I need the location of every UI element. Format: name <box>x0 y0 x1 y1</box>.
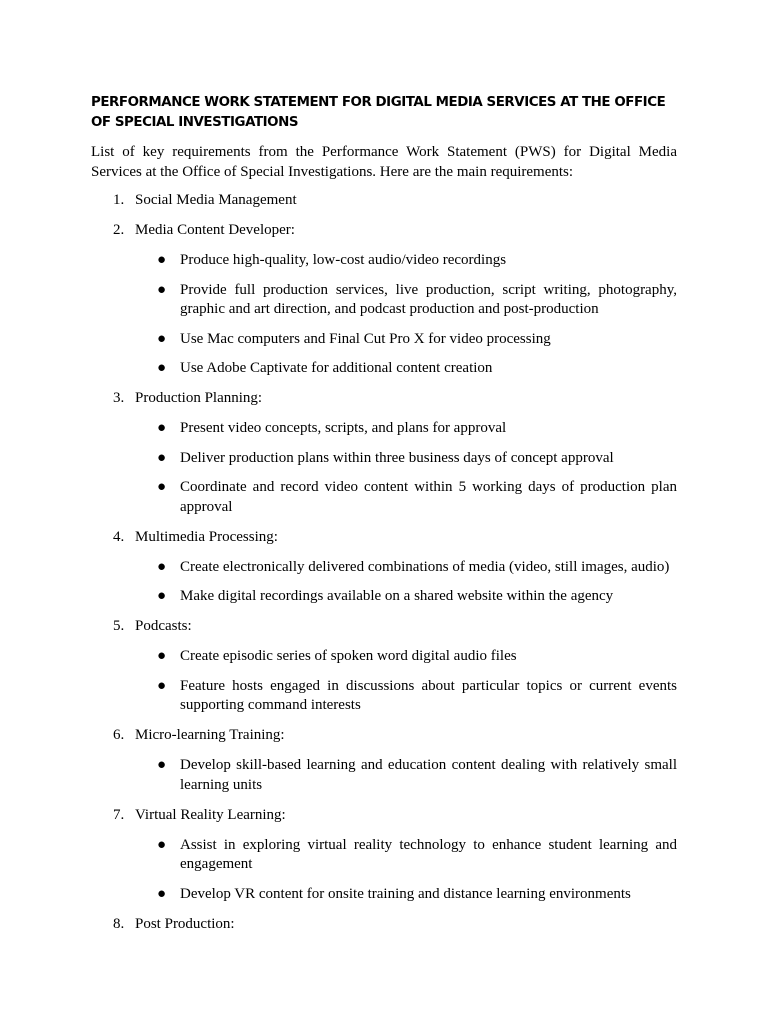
requirement-item <box>91 389 677 517</box>
sub-item-text: Make digital recordings available on a shared website within the agency <box>180 588 614 604</box>
requirements-list <box>91 191 677 934</box>
bullet-icon: ● <box>157 479 167 495</box>
requirement-title: Media Content Developer: <box>135 222 295 238</box>
document-title: PERFORMANCE WORK STATEMENT FOR DIGITAL MEDIA SERVICES AT THE OFFICE OF SPECIAL INVESTIGATIONS <box>91 95 666 130</box>
requirement-title: Social Media Management <box>135 192 297 208</box>
sub-item-text: Deliver production plans within three business days of concept approval <box>180 449 614 466</box>
requirement-number: 1. <box>113 192 125 208</box>
sub-item <box>135 478 677 517</box>
requirement-title: Micro-learning Training: <box>135 727 285 743</box>
sub-item <box>135 281 677 320</box>
sub-item <box>135 647 677 667</box>
sub-item <box>135 419 677 439</box>
requirement-subitems <box>135 647 677 716</box>
sub-item-text: Develop VR content for onsite training and distance learning environments <box>180 885 631 902</box>
bullet-icon: ● <box>157 420 167 436</box>
requirement-number: 2. <box>113 222 125 238</box>
sub-item <box>135 677 677 716</box>
sub-item-text: Create electronically delivered combinations of media (video, still images, audio) <box>180 558 670 575</box>
bullet-icon: ● <box>157 330 167 347</box>
requirement-title: Post Production: <box>135 915 235 932</box>
bullet-icon: ● <box>157 648 167 664</box>
sub-item-text: Assist in exploring virtual reality technology to enhance student learning and engagement <box>180 836 677 872</box>
bullet-icon: ● <box>157 360 167 376</box>
bullet-icon: ● <box>157 252 167 268</box>
bullet-icon: ● <box>157 558 167 575</box>
sub-item <box>135 558 677 578</box>
requirement-number: 8. <box>113 915 125 932</box>
requirement-item <box>91 915 677 935</box>
sub-item <box>135 359 677 379</box>
bullet-icon: ● <box>157 449 167 466</box>
requirement-number: 4. <box>113 528 125 545</box>
requirement-title: Production Planning: <box>135 390 263 406</box>
bullet-icon: ● <box>157 836 167 853</box>
sub-item-text: Use Mac computers and Final Cut Pro X for video processing <box>180 330 551 347</box>
sub-item-text: Present video concepts, scripts, and plans for approval <box>180 420 507 436</box>
document-page <box>91 93 677 945</box>
bullet-icon: ● <box>157 281 167 298</box>
requirement-subitems <box>135 836 677 905</box>
requirement-item <box>91 528 677 607</box>
sub-item-text: Develop skill-based learning and education content dealing with relatively small learning units <box>180 757 677 793</box>
requirement-item <box>91 726 677 795</box>
bullet-icon: ● <box>157 885 167 902</box>
sub-item-text: Provide full production services, live production, script writing, photography, graphic and art direction, and podcast production and post-production <box>180 281 677 317</box>
sub-item <box>135 587 677 607</box>
sub-item <box>135 251 677 271</box>
requirement-title: Podcasts: <box>135 618 192 634</box>
sub-item <box>135 330 677 350</box>
requirement-subitems <box>135 419 677 517</box>
sub-item-text: Coordinate and record video content within 5 working days of production plan approval <box>180 479 677 515</box>
sub-item <box>135 885 677 905</box>
requirement-item <box>91 221 677 379</box>
requirement-item <box>91 617 677 716</box>
requirement-number: 3. <box>113 390 125 406</box>
requirement-title: Multimedia Processing: <box>135 528 278 545</box>
sub-item-text: Create episodic series of spoken word digital audio files <box>180 648 517 664</box>
requirement-subitems <box>135 756 677 795</box>
bullet-icon: ● <box>157 757 167 773</box>
sub-item-text: Use Adobe Captivate for additional content creation <box>180 360 493 376</box>
requirement-subitems <box>135 558 677 607</box>
requirement-subitems <box>135 251 677 379</box>
requirement-number: 6. <box>113 727 125 743</box>
sub-item <box>135 836 677 875</box>
sub-item <box>135 449 677 469</box>
sub-item-text: Produce high-quality, low-cost audio/video recordings <box>180 252 507 268</box>
requirement-item <box>91 191 677 211</box>
requirement-number: 5. <box>113 618 125 634</box>
requirement-number: 7. <box>113 806 125 823</box>
requirement-title: Virtual Reality Learning: <box>135 806 286 823</box>
bullet-icon: ● <box>157 588 167 604</box>
intro-paragraph: List of key requirements from the Performance Work Statement (PWS) for Digital Media Services at the Office of Special Investigations. Here are the main requirements: <box>91 144 677 180</box>
requirement-item <box>91 806 677 905</box>
sub-item-text: Feature hosts engaged in discussions about particular topics or current events supporting command interests <box>180 677 677 713</box>
sub-item <box>135 756 677 795</box>
bullet-icon: ● <box>157 677 167 694</box>
